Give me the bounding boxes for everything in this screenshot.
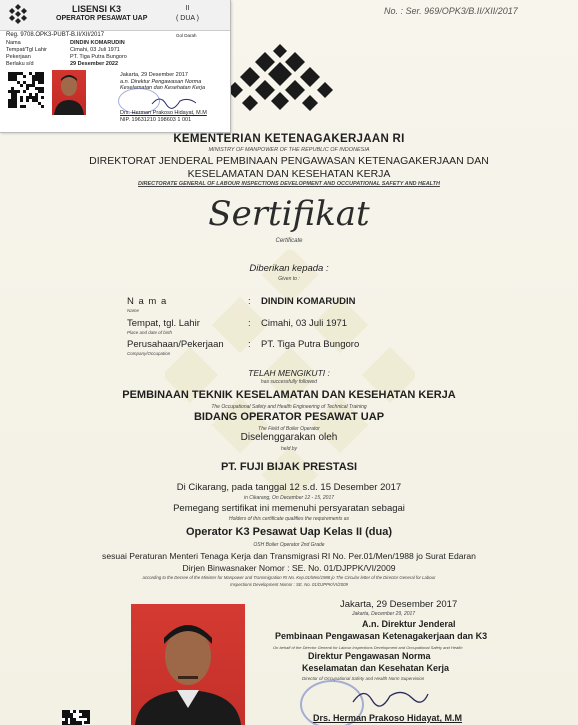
field-label-name-en: Name (127, 308, 140, 313)
qr-cell (41, 96, 44, 99)
qr-cell (23, 75, 26, 78)
license-qr-code-icon (8, 72, 44, 108)
qr-cell (26, 99, 29, 102)
field-label-company: Perusahaan/Pekerjaan (127, 339, 224, 350)
qr-cell (23, 105, 26, 108)
given-to-label-en: Given to : (278, 276, 300, 282)
qr-cell (14, 105, 17, 108)
organizer-name: PT. FUJI BIJAK PRESTASI (220, 461, 358, 473)
sign-director-line2: Keselamatan dan Kesehatan Kerja (302, 663, 450, 673)
license-sign-line2: Keselamatan dan Kesehatan Kerja (120, 85, 206, 91)
training-name-en: The Occupational Safety and Health Engineering of Technical Training (211, 404, 367, 410)
sign-directorate-en: On behalf of the Director General for Labour Inspections Development and Occupational Safety and Health (273, 645, 463, 650)
qr-cell (41, 90, 44, 93)
license-sign-line1: a.n. Direktur Pengawasan Norma (120, 79, 202, 85)
license-blood-label: Gol Darah (176, 33, 197, 38)
certificate-title: Sertifikat (208, 194, 370, 234)
field-value-name: DINDIN KOMARUDIN (261, 296, 356, 307)
sign-directorate: Pembinaan Pengawasan Ketenagakerjaan dan K3 (275, 631, 488, 641)
held-by-label: Diselenggarakan oleh (240, 432, 338, 443)
license-label-valid: Berlaku s/d (6, 61, 34, 67)
training-field: BIDANG OPERATOR PESAWAT UAP (193, 411, 385, 423)
regulation-line1: sesuai Peraturan Menteri Tenaga Kerja dan Transmigrasi RI No. Per.01/Men/1988 jo Surat Edaran (102, 551, 476, 561)
sign-date-en: Jakarta, December 29, 2017 (352, 611, 416, 617)
field-label-name: N a m a (127, 296, 168, 307)
regulation-line2-en: Inspections Development Nomor : SE. No. 01/DJPPK/VI/2009 (230, 582, 348, 587)
qualification-name-en: OSH Boiler Operator 2nd Grade (253, 542, 325, 548)
license-label-name: Nama (6, 40, 21, 46)
license-signature-icon (150, 92, 200, 110)
directorate-name-en: DIRECTORATE GENERAL OF LABOUR INSPECTIONS DEVELOPMENT AND OCCUPATIONAL SAFETY AND HEALTH (138, 181, 440, 187)
license-class (176, 4, 199, 24)
qr-cell (73, 710, 76, 713)
license-value-name: DINDIN KOMARUDIN (70, 40, 125, 46)
license-issue-date: Jakarta, 29 Desember 2017 (120, 72, 188, 78)
license-signer-name: Drs. Herman Prakoso Hidayat, M.M (120, 110, 207, 116)
regulation-line2: Dirjen Binwasnaker Nomor : SE. No. 01/DJPPK/VI/2009 (182, 563, 396, 573)
qr-cell (87, 721, 90, 724)
license-reg-number: Reg. 9708.OPK3-PUBT-B.II/XII/2017 (6, 32, 105, 38)
license-title: LISENSI K3 (72, 4, 122, 14)
signature-icon (350, 682, 430, 712)
qr-cell (17, 90, 20, 93)
training-name: PEMBINAAN TEKNIK KESELAMATAN DAN KESEHATAN KERJA (122, 389, 456, 401)
field-colon-birth: : (248, 318, 251, 329)
qr-cell (41, 105, 44, 108)
license-label-company: Pekerjaan (6, 54, 31, 60)
training-field-en: The Field of Boiler Operator (258, 426, 320, 432)
ministry-name: KEMENTERIAN KETENAGAKERJAAN RI (173, 133, 405, 145)
sign-on-behalf: A.n. Direktur Jenderal (362, 619, 456, 629)
training-place-date-en: in Cikarang, On December 12 - 15, 2017 (243, 495, 335, 501)
license-person-icon (52, 70, 86, 115)
directorate-line2: KESELAMATAN DAN KESEHATAN KERJA (187, 168, 391, 180)
training-place-date: Di Cikarang, pada tanggal 12 s.d. 15 Desember 2017 (176, 482, 402, 493)
license-card (0, 0, 231, 133)
qr-cell (23, 90, 26, 93)
license-class-text: ( DUA ) (176, 15, 199, 22)
license-subtitle: OPERATOR PESAWAT UAP (56, 15, 148, 22)
serial-number: No. : Ser. 969/OPK3/B.II/XII/2017 (384, 6, 518, 16)
given-to-label: Diberikan kepada : (249, 263, 329, 274)
sign-director-line1: Direktur Pengawasan Norma (308, 651, 431, 661)
ministry-logo-icon (225, 42, 335, 122)
certificate-qr-code-icon (62, 710, 90, 725)
directorate-line1: DIREKTORAT JENDERAL PEMBINAAN PENGAWASAN KETENAGAKERJAAN DAN (89, 155, 489, 167)
license-logo-icon (6, 3, 30, 25)
license-signer-nip: NIP. 19631210 198603 1 001 (120, 117, 192, 123)
field-colon-company: : (248, 339, 251, 350)
field-value-company: PT. Tiga Putra Bungoro (261, 339, 360, 350)
certificate-title-en: Certificate (275, 238, 303, 244)
ministry-name-en: MINISTRY OF MANPOWER OF THE REPUBLIC OF INDONESIA (208, 147, 370, 153)
license-card-header (0, 0, 230, 31)
qr-cell (20, 84, 23, 87)
qualifies-text-en: Holders of this certificate qualifies the requirements as (228, 516, 350, 522)
qualification-name: Operator K3 Pesawat Uap Kelas II (dua) (185, 526, 392, 538)
license-label-birth: Tempat/Tgl Lahir (6, 47, 47, 53)
signer-name: Drs. Herman Prakoso Hidayat, M.M (313, 713, 463, 723)
qr-cell (20, 99, 23, 102)
license-value-valid: 29 Desember 2022 (70, 61, 119, 67)
field-label-company-en: Company/Occupation (127, 351, 171, 356)
license-photo (52, 70, 86, 115)
followed-label-en: has successfully followed (260, 379, 318, 385)
sign-date: Jakarta, 29 Desember 2017 (340, 599, 458, 610)
field-label-birth: Tempat, tgl. Lahir (127, 318, 200, 329)
field-colon-name: : (248, 296, 251, 307)
license-value-birth: Cimahi, 03 Juli 1971 (70, 47, 120, 53)
holder-photo (131, 604, 245, 725)
regulation-line1-en: according to the Decree of the Minister for Manpower and Transmigration RI No. Kep.01/Men/1988 jo The Circular letter of the Director General for Labour (142, 575, 436, 580)
field-value-birth: Cimahi, 03 Juli 1971 (261, 318, 348, 329)
qr-cell (41, 81, 44, 84)
license-class-roman: II (185, 5, 190, 12)
license-value-company: PT. Tiga Putra Bungoro (70, 54, 127, 60)
holder-person-icon (131, 604, 245, 725)
qualifies-text: Pemegang sertifikat ini memenuhi persyaratan sebagai (173, 503, 405, 514)
sign-director-en: Director of Occupational Safety and Health Norm Supervision (302, 676, 425, 681)
held-by-label-en: held by (280, 446, 298, 452)
followed-label: TELAH MENGIKUTI : (248, 368, 330, 378)
field-label-birth-en: Place and date of birth (127, 330, 173, 335)
qr-cell (26, 87, 29, 90)
